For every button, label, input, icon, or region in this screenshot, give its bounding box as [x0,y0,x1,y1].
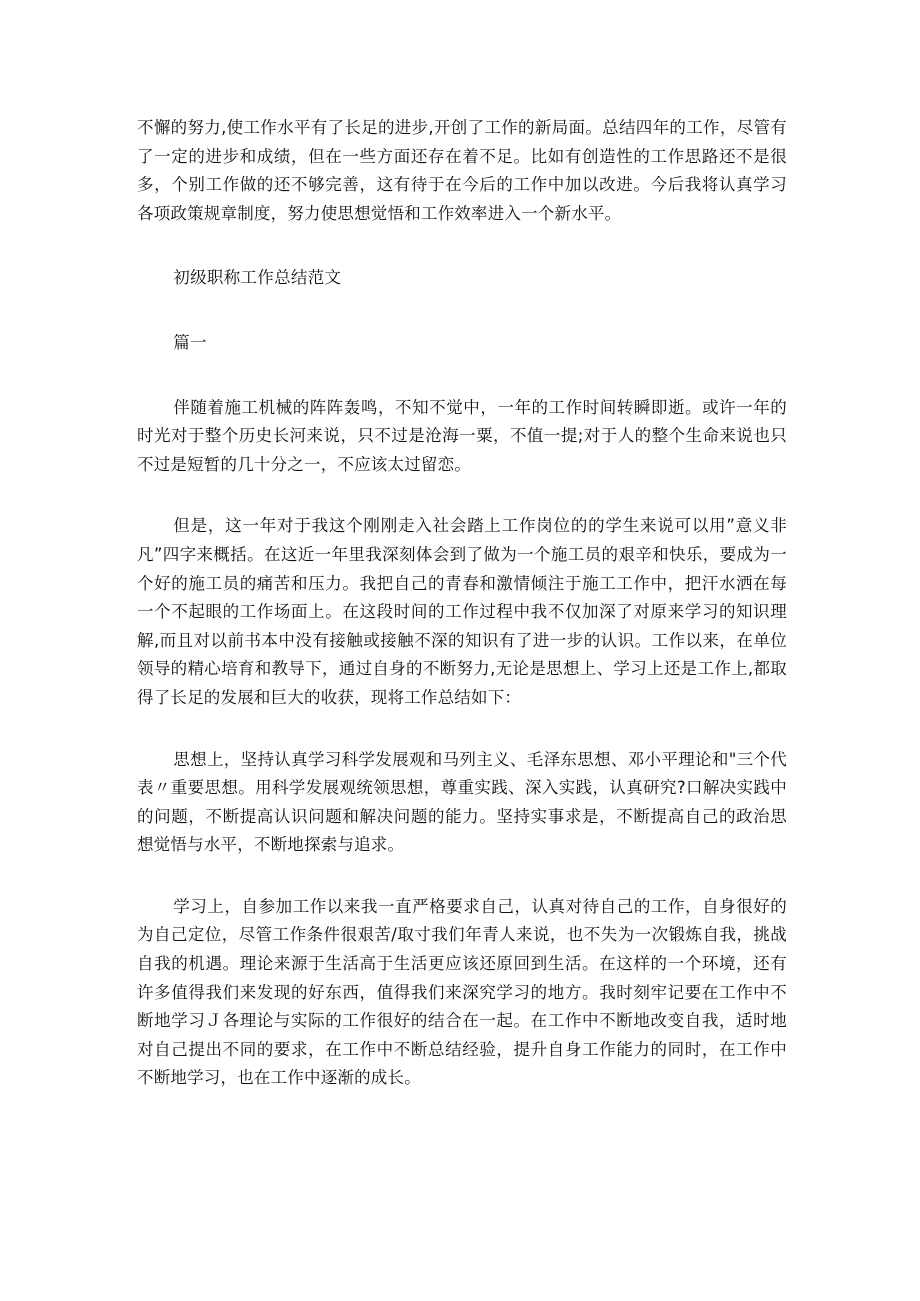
part-label: 篇一 [173,332,207,352]
spacer [137,479,787,512]
paragraph-1: 伴随着施工机械的阵阵轰鸣，不知不觉中，一年的工作时间转瞬即逝。或许一年的时光对于整个历史长河来说，只不过是沧海一粟，不值一提;对于人的整个生命来说也只不过是短暂的几十分之一，不应该太过留恋。 [137,397,787,474]
section-title: 初级职称工作总结范文 [173,268,342,288]
paragraph-2: 但是，这一年对于我这个刚刚走入社会踏上工作岗位的的学生来说可以用”意义非凡”四字来概括。在这近一年里我深刻体会到了做为一个施工员的艰辛和快乐，要成为一个好的施工员的痛苦和压力。我把自己的青春和激情倾注于施工工作中，把汗水洒在每一个不起眼的工作场面上。在这段时间的工作过程中我不仅加深了对原来学习的知识理解,而且对以前书本中没有接触或接触不深的知识有了进一步的认识。工作以来，在单位领导的精心培育和教导下，通过自身的不断努力,无论是思想上、学习上还是工作上,都取得了长足的发展和巨大的收获，现将工作总结如下： [137,516,787,707]
spacer [137,358,787,394]
spacer [137,293,787,329]
spacer [137,860,787,893]
spacer [137,713,787,746]
document-page [137,114,787,1093]
paragraph-3: 思想上，坚持认真学习科学发展观和马列主义、毛泽东思想、邓小平理论和"三个代表〃重要思想。用科学发展观统领思想，尊重实践、深入实践，认真研究?口解决实践中的问题，不断提高认识问题和解决问题的能力。坚持实事求是，不断提高自己的政治思想觉悟与水平，不断地探索与追求。 [137,749,787,855]
paragraph-4: 学习上，自参加工作以来我一直严格要求自己，认真对待自己的工作，自身很好的为自己定位，尽管工作条件很艰苦/取寸我们年青人来说，也不失为一次锻炼自我，挑战自我的机遇。理论来源于生活高于生活更应该还原回到生活。在这样的一个环境，还有许多值得我们来发现的好东西，值得我们来深究学习的地方。我时刻牢记要在工作中不断地学习Ｊ各理论与实际的工作很好的结合在一起。在工作中不断地改变自我，适时地对自己提出不同的要求，在工作中不断总结经验，提升自身工作能力的同时，在工作中不断地学习，也在工作中逐渐的成长。 [137,896,787,1088]
paragraph-intro: 不懈的努力,使工作水平有了长足的进步,开创了工作的新局面。总结四年的工作，尽管有了一定的进步和成绩，但在一些方面还存在着不足。比如有创造性的工作思路还不是很多，个别工作做的还不够完善，这有待于在今后的工作中加以改进。今后我将认真学习各项政策规章制度，努力使思想觉悟和工作效率进入一个新水平。 [137,118,787,223]
spacer [137,228,787,264]
